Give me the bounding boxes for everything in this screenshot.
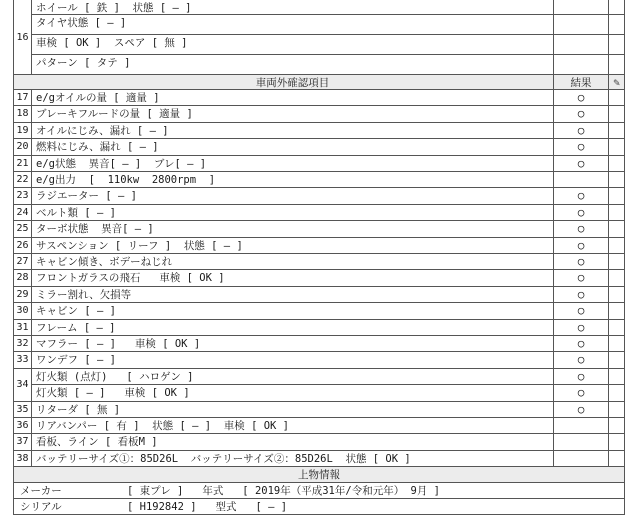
result-mark	[554, 434, 609, 449]
top-row	[13, 55, 625, 75]
top-row	[13, 35, 625, 55]
top-row-text: 車検 [ OK ] スペア [ 無 ]	[32, 35, 554, 54]
result-mark: ○	[554, 139, 609, 154]
extra-cell	[609, 156, 625, 171]
body-info-header-row	[13, 467, 625, 483]
item-row	[13, 287, 625, 303]
item-text: サスペンション [ リーフ ] 状態 [ ― ]	[32, 238, 554, 253]
item-number: 38	[13, 451, 32, 466]
item-row	[13, 336, 625, 352]
extra-cell	[609, 123, 625, 138]
extra-cell	[609, 352, 625, 367]
result-mark: ○	[554, 369, 609, 384]
extra-cell	[609, 402, 625, 417]
result-mark: ○	[554, 320, 609, 335]
body-info-value: [ 東プレ ] 年式 [ 2019年（平成31年/令和元年） 9月 ]	[123, 483, 625, 498]
item-text: フレーム [ ― ]	[32, 320, 554, 335]
item-number: 22	[13, 172, 32, 187]
extra-cell	[609, 139, 625, 154]
item-text: ブレーキフルードの量 [ 適量 ]	[32, 106, 554, 121]
extra-cell	[609, 254, 625, 269]
result-header: 結果	[554, 75, 609, 89]
item-number: 31	[13, 320, 32, 335]
result-mark: ○	[554, 303, 609, 318]
item-row	[13, 188, 625, 204]
item-number: 28	[13, 270, 32, 285]
item-text: 灯火類 (点灯) [ ハロゲン ]	[32, 369, 554, 384]
result-mark: ○	[554, 205, 609, 220]
extra-cell	[609, 287, 625, 302]
result-cell	[554, 15, 609, 34]
item-number: 20	[13, 139, 32, 154]
item-text: e/g状態 異音[ ― ] ブレ[ ― ]	[32, 156, 554, 171]
item-row	[13, 418, 625, 434]
result-cell	[554, 35, 609, 54]
item-text: バッテリーサイズ①：85D26L バッテリーサイズ②：85D26L 状態 [ OK ]	[32, 451, 554, 466]
item-text: e/g出力 [ 110kw 2800rpm ]	[32, 172, 554, 187]
item-number: 17	[13, 90, 32, 105]
extra-cell	[609, 90, 625, 105]
exterior-header-title: 車両外確認項目	[32, 75, 554, 89]
result-mark: ○	[554, 254, 609, 269]
body-info-value: [ H192842 ] 型式 [ ― ]	[123, 499, 625, 514]
result-mark: ○	[554, 106, 609, 121]
item-text: ターボ状態 異音[ ― ]	[32, 221, 554, 236]
header-left-cap	[13, 75, 32, 89]
item-number: 24	[13, 205, 32, 220]
item-text: 看板、ライン [ 看板M ]	[32, 434, 554, 449]
extra-cell	[609, 0, 625, 14]
body-info-label: メーカー	[13, 483, 123, 498]
item-row	[13, 221, 625, 237]
item-text: リアバンパー [ 有 ] 状態 [ ― ] 車検 [ OK ]	[32, 418, 554, 433]
item-number: 30	[13, 303, 32, 318]
result-mark: ○	[554, 336, 609, 351]
item-row	[13, 156, 625, 172]
top-row-text: タイヤ状態 [ ― ]	[32, 15, 554, 34]
result-mark: ○	[554, 188, 609, 203]
item-row	[13, 238, 625, 254]
item-number: 18	[13, 106, 32, 121]
item-row	[13, 139, 625, 155]
extra-cell	[609, 369, 625, 384]
extra-cell	[609, 320, 625, 335]
extra-cell	[609, 238, 625, 253]
item-text: ベルト類 [ ― ]	[32, 205, 554, 220]
body-info-row	[13, 483, 625, 499]
item34-row	[13, 369, 625, 385]
item-number: 33	[13, 352, 32, 367]
item-text: ミラー割れ、欠損等	[32, 287, 554, 302]
extra-cell	[609, 35, 625, 54]
edit-icon: ✎	[609, 75, 625, 89]
result-mark: ○	[554, 287, 609, 302]
result-mark: ○	[554, 385, 609, 400]
item-text: マフラー [ ― ] 車検 [ OK ]	[32, 336, 554, 351]
item-number: 36	[13, 418, 32, 433]
extra-cell	[609, 270, 625, 285]
item-row	[13, 352, 625, 368]
item-row	[13, 123, 625, 139]
item34-row	[13, 385, 625, 401]
result-mark: ○	[554, 90, 609, 105]
item-number: 21	[13, 156, 32, 171]
result-mark: ○	[554, 352, 609, 367]
extra-cell	[609, 55, 625, 74]
extra-cell	[609, 15, 625, 34]
item-number: 35	[13, 402, 32, 417]
extra-cell	[609, 303, 625, 318]
item-text: リターダ [ 無 ]	[32, 402, 554, 417]
item-row	[13, 106, 625, 122]
item-row	[13, 303, 625, 319]
item-text: ワンデフ [ ― ]	[32, 352, 554, 367]
item-row	[13, 172, 625, 188]
extra-cell	[609, 451, 625, 466]
extra-cell	[609, 434, 625, 449]
item-row	[13, 434, 625, 450]
item-text: 燃料にじみ、漏れ [ ― ]	[32, 139, 554, 154]
extra-cell	[609, 106, 625, 121]
result-mark	[554, 451, 609, 466]
item-row	[13, 451, 625, 467]
body-info-label: シリアル	[13, 499, 123, 514]
top-row-text: ホイール [ 鉄 ] 状態 [ ― ]	[32, 0, 554, 14]
item-row	[13, 320, 625, 336]
item-row	[13, 270, 625, 286]
item-number: 29	[13, 287, 32, 302]
result-mark: ○	[554, 123, 609, 138]
extra-cell	[609, 205, 625, 220]
result-mark: ○	[554, 156, 609, 171]
item-text: 灯火類 [ ― ] 車検 [ OK ]	[32, 385, 554, 400]
item-text: e/gオイルの量 [ 適量 ]	[32, 90, 554, 105]
item-number: 19	[13, 123, 32, 138]
item-number: 23	[13, 188, 32, 203]
result-mark	[554, 418, 609, 433]
item-text: キャビン [ ― ]	[32, 303, 554, 318]
item-row	[13, 254, 625, 270]
body-info-row	[13, 499, 625, 515]
item-text: ラジエーター [ ― ]	[32, 188, 554, 203]
item-row	[13, 402, 625, 418]
item-number: 27	[13, 254, 32, 269]
exterior-header-row	[13, 75, 625, 90]
item-row	[13, 205, 625, 221]
result-cell	[554, 0, 609, 14]
extra-cell	[609, 385, 625, 400]
body-info-header: 上物情報	[13, 467, 625, 482]
item-number: 16	[13, 0, 32, 75]
result-mark	[554, 172, 609, 187]
result-mark: ○	[554, 402, 609, 417]
item-text: フロントガラスの飛石 車検 [ OK ]	[32, 270, 554, 285]
item-number: 37	[13, 434, 32, 449]
item-text: オイルにじみ、漏れ [ ― ]	[32, 123, 554, 138]
item-text: キャビン傾き、ボデーねじれ	[32, 254, 554, 269]
extra-cell	[609, 221, 625, 236]
extra-cell	[609, 418, 625, 433]
result-cell	[554, 55, 609, 74]
item-row	[13, 90, 625, 106]
top-row	[13, 0, 625, 15]
item-number: 32	[13, 336, 32, 351]
item-number: 25	[13, 221, 32, 236]
result-mark: ○	[554, 221, 609, 236]
item-number: 34	[13, 369, 32, 402]
extra-cell	[609, 172, 625, 187]
result-mark: ○	[554, 238, 609, 253]
result-mark: ○	[554, 270, 609, 285]
top-row	[13, 15, 625, 35]
extra-cell	[609, 336, 625, 351]
top-row-text: パターン [ タテ ]	[32, 55, 554, 74]
item-number: 26	[13, 238, 32, 253]
inspection-sheet	[13, 0, 625, 514]
extra-cell	[609, 188, 625, 203]
